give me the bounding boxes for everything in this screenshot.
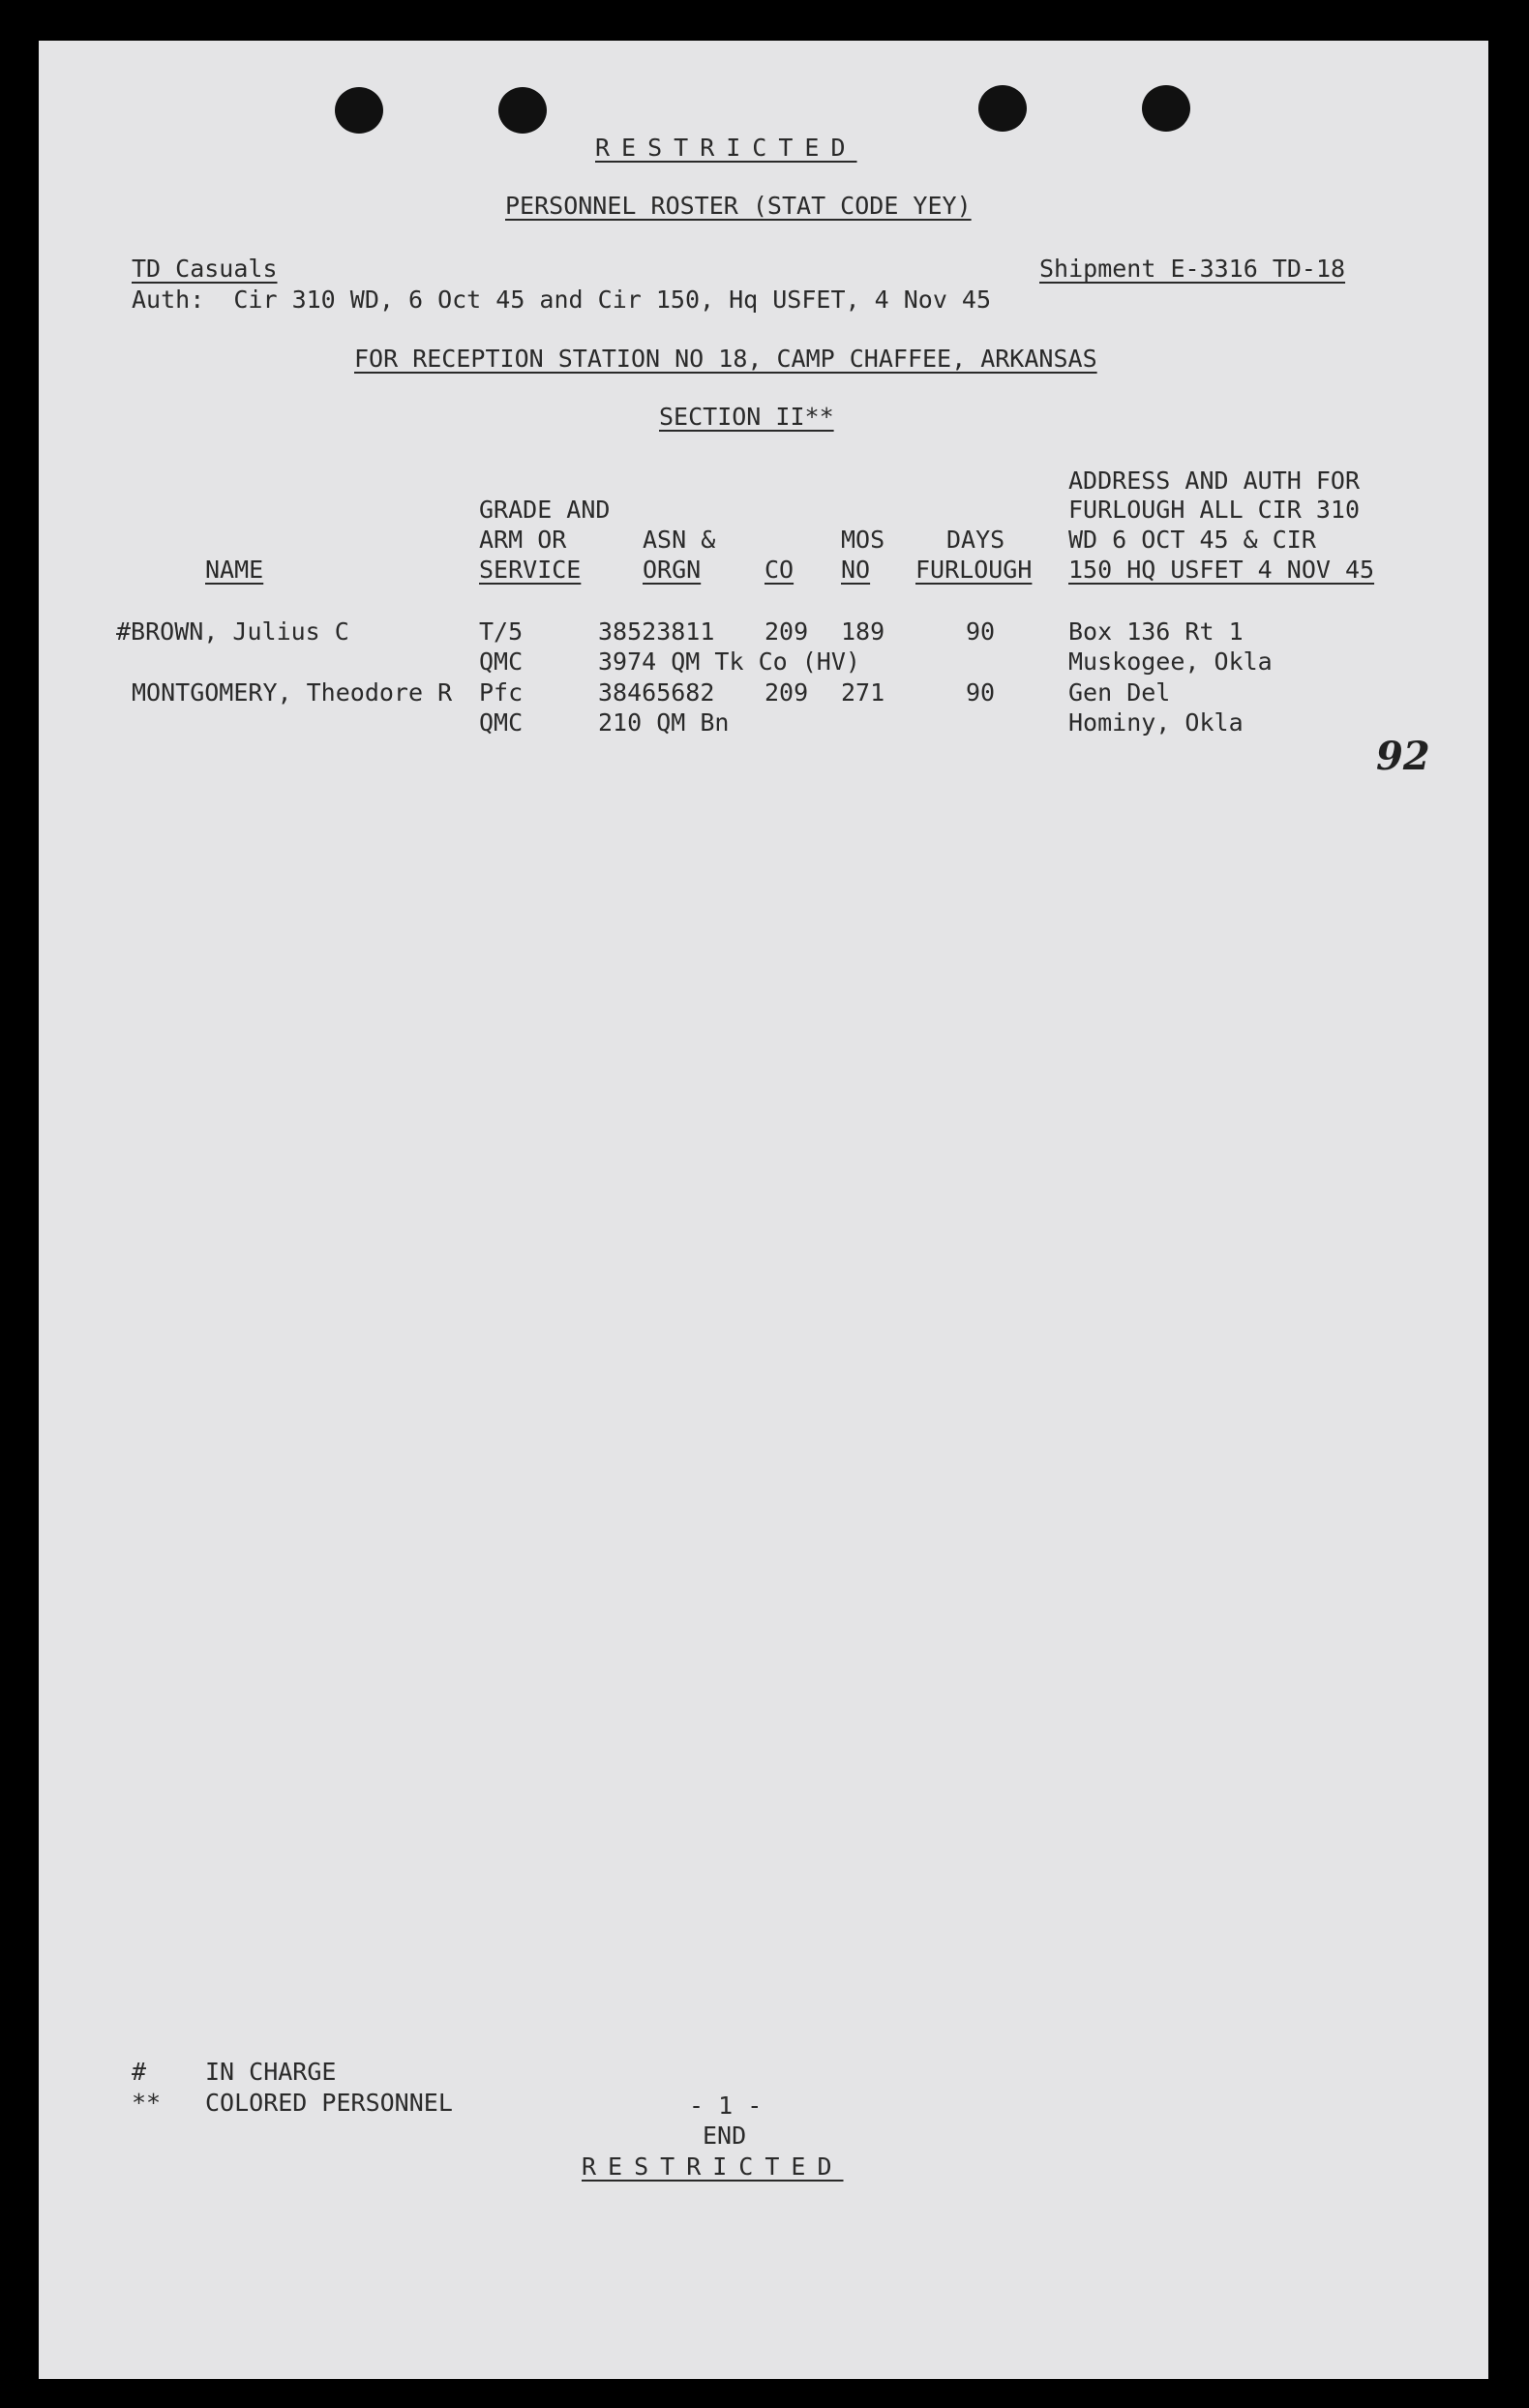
row-mos: 189	[841, 617, 885, 646]
row-name: MONTGOMERY, Theodore R	[132, 678, 453, 707]
col-header-address-2: FURLOUGH ALL CIR 310	[1068, 496, 1361, 524]
legend-meaning: COLORED PERSONNEL	[205, 2089, 453, 2117]
shipment-label: Shipment E-3316 TD-18	[1039, 255, 1346, 283]
col-header-grade-3: SERVICE	[479, 556, 582, 584]
col-header-co: CO	[764, 556, 794, 584]
col-header-mos-1: MOS	[841, 526, 885, 554]
section-title: SECTION II**	[659, 403, 834, 431]
col-header-asn-2: ORGN	[643, 556, 702, 584]
col-header-address-4: 150 HQ USFET 4 NOV 45	[1068, 556, 1375, 584]
destination-line: FOR RECEPTION STATION NO 18, CAMP CHAFFEE, ARKANSAS	[354, 345, 1097, 373]
row-co: 209	[764, 617, 809, 646]
roster-title: PERSONNEL ROSTER (STAT CODE YEY)	[505, 192, 972, 220]
punch-hole	[1142, 85, 1190, 132]
row-service: QMC	[479, 708, 524, 737]
row-days: 90	[966, 617, 996, 646]
roster-page	[39, 41, 1488, 2379]
row-address-2: Muskogee, Okla	[1068, 647, 1273, 676]
row-mos: 271	[841, 678, 885, 707]
legend-meaning: IN CHARGE	[205, 2058, 337, 2086]
legend-symbol: **	[132, 2089, 162, 2117]
row-address-2: Hominy, Okla	[1068, 708, 1244, 737]
classification-footer: RESTRICTED	[582, 2152, 844, 2181]
row-address-1: Gen Del	[1068, 678, 1171, 707]
row-orgn: 210 QM Bn	[598, 708, 730, 737]
unit-label: TD Casuals	[132, 255, 278, 283]
row-grade: T/5	[479, 617, 524, 646]
row-co: 209	[764, 678, 809, 707]
col-header-days-2: FURLOUGH	[915, 556, 1033, 584]
col-header-days-1: DAYS	[946, 526, 1005, 554]
legend-symbol: #	[132, 2058, 147, 2086]
page-stamp-number: 92	[1376, 734, 1430, 779]
row-grade: Pfc	[479, 678, 524, 707]
page-number: - 1 -	[689, 2092, 763, 2120]
col-header-address-1: ADDRESS AND AUTH FOR	[1068, 467, 1361, 495]
classification-header: RESTRICTED	[595, 134, 857, 162]
punch-hole	[335, 87, 383, 134]
end-marker: END	[703, 2122, 747, 2150]
col-header-asn-1: ASN &	[643, 526, 716, 554]
row-address-1: Box 136 Rt 1	[1068, 617, 1244, 646]
col-header-grade-1: GRADE AND	[479, 496, 611, 524]
col-header-address-3: WD 6 OCT 45 & CIR	[1068, 526, 1316, 554]
punch-hole	[498, 87, 547, 134]
col-header-name: NAME	[205, 556, 264, 584]
row-name: #BROWN, Julius C	[116, 617, 349, 646]
row-asn: 38523811	[598, 617, 715, 646]
col-header-grade-2: ARM OR	[479, 526, 567, 554]
row-service: QMC	[479, 647, 524, 676]
punch-hole	[978, 85, 1027, 132]
row-orgn: 3974 QM Tk Co (HV)	[598, 647, 860, 676]
authority-line: Auth: Cir 310 WD, 6 Oct 45 and Cir 150, Hq USFET, 4 Nov 45	[132, 286, 992, 314]
row-days: 90	[966, 678, 996, 707]
row-asn: 38465682	[598, 678, 715, 707]
col-header-mos-2: NO	[841, 556, 871, 584]
